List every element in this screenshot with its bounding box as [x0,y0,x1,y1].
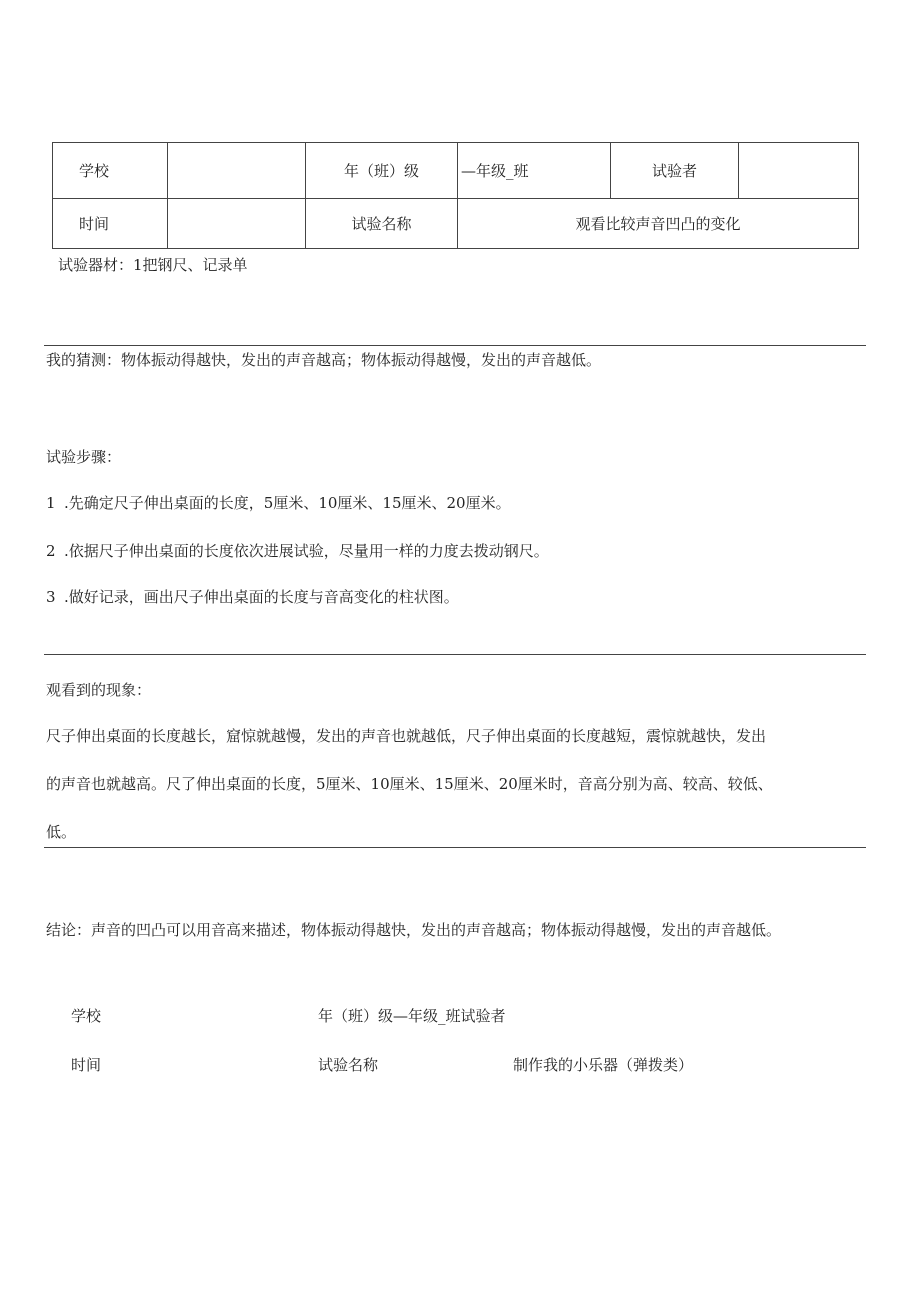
observation-line: 尺子伸出桌面的长度越长，窟惊就越慢，发出的声音也就越低，尺子伸出桌面的长度越短，震惊就越快，发出 [46,727,767,745]
time-label: 时间 [53,199,168,249]
school-label-2: 学校 [71,1007,102,1025]
step-3 [46,586,459,607]
experimenter-value [739,143,859,199]
step-text: .先确定尺子伸出桌面的长度，5厘米、10厘米、15厘米、20厘米。 [64,494,511,512]
step-number: 3 [46,588,56,606]
step-number: 2 [46,542,56,560]
observation-line: 低。 [46,823,77,841]
school-label: 学校 [53,143,168,199]
experiment-name-label: 试验名称 [306,199,458,249]
school-value [168,143,306,199]
step-1 [46,492,511,513]
experiment-info-table [52,142,859,249]
time-value [168,199,306,249]
divider [44,654,866,655]
time-label-2: 时间 [71,1056,102,1074]
grade-label: 年（班）级 [306,143,458,199]
divider [44,847,866,848]
experiment-name-value: 观看比较声音凹凸的变化 [458,199,859,249]
guess-text: 我的猜测：物体振动得越快，发出的声音越高；物体振动得越慢，发出的声音越低。 [46,351,602,369]
step-2 [46,540,549,561]
experimenter-label: 试验者 [611,143,739,199]
observation-line: 的声音也就越高。尺了伸出桌面的长度，5厘米、10厘米、15厘米、20厘米时，音高分别为高、较高、较低、 [46,775,773,793]
observation-title: 观看到的现象： [46,681,152,699]
grade-experimenter-line-2: 年（班）级—年级_班试验者 [318,1007,506,1025]
step-number: 1 [46,494,56,512]
conclusion-text: 结论：声音的凹凸可以用音高来描述，物体振动得越快，发出的声音越高；物体振动得越慢，发出的声音越低。 [46,921,782,939]
experiment-name-label-2: 试验名称 [318,1056,379,1074]
steps-title: 试验步骤： [46,448,122,466]
equipment-text: 试验器材：1把钢尺、记录单 [58,256,248,274]
step-text: .做好记录，画出尺子伸出桌面的长度与音高变化的柱状图。 [64,588,459,606]
grade-value: —年级_班 [458,143,611,199]
experiment-name-value-2: 制作我的小乐器（弹拨类） [513,1056,694,1074]
divider [44,345,866,346]
step-text: .依据尺子伸出桌面的长度依次进展试验，尽量用一样的力度去拨动钢尺。 [64,542,549,560]
